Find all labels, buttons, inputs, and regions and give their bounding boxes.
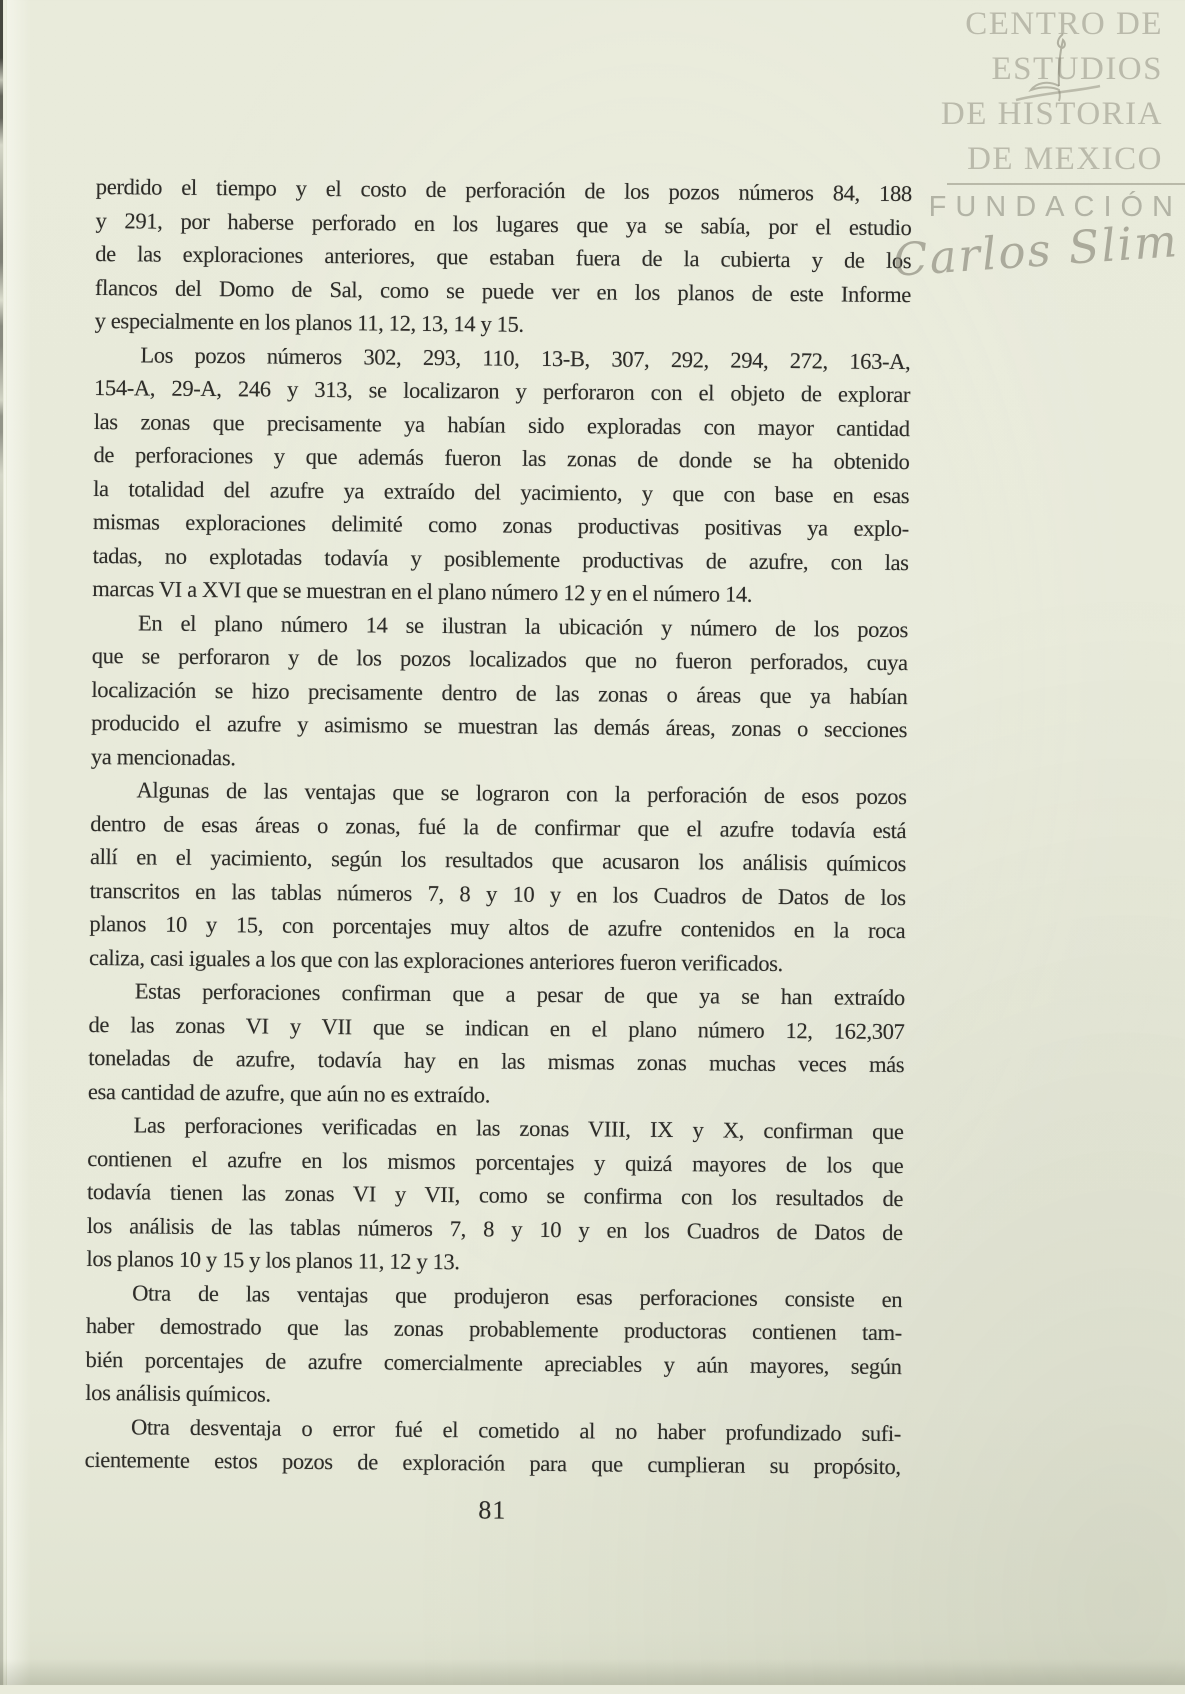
text-line: ya mencionadas. — [90, 743, 236, 770]
text-line: y especialmente en los planos 11, 12, 13, 14 y 15. — [94, 307, 524, 337]
text-line: que se perforaron y de los pozos localizados que no fueron perforados, cuya — [91, 642, 908, 676]
text-line: allí en el yacimiento, según los resultados que acusaron los análisis químicos — [89, 843, 907, 877]
paragraph — [91, 605, 908, 780]
paragraph — [95, 170, 912, 345]
text-line: localización se hizo precisamente dentro de las zonas o áreas que ya habían — [91, 676, 908, 709]
text-line: y 291, por haberse perforado en los lugares que ya se sabía, por el estudio — [95, 207, 912, 240]
paragraph — [88, 974, 905, 1115]
page-number: 81 — [478, 1495, 507, 1525]
text-line: los análisis químicos. — [85, 1379, 271, 1407]
text-line: la totalidad del azufre ya extraído del yacimiento, y que con base en esas — [93, 475, 910, 508]
watermark-line: CENTRO DE — [965, 6, 1163, 42]
text-line: de perforaciones y que además fueron las zonas de donde se ha obtenido — [93, 441, 910, 475]
text-line: Estas perforaciones confirman que a pesar de que ya se han extraído — [134, 978, 905, 1011]
text-line: haber demostrado que las zonas probablemente productoras contienen tam- — [85, 1312, 902, 1346]
text-line: bién porcentajes de azufre comercialmente apreciables y aún mayores, según — [85, 1346, 902, 1379]
text-line: transcritos en las tablas números 7, 8 y 10 y en los Cuadros de Datos de los — [89, 877, 906, 910]
watermark-line: ESTUDIOS — [991, 51, 1163, 87]
text-line: toneladas de azufre, todavía hay en las mismas zonas muchas veces más — [88, 1044, 905, 1078]
text-line: perdido el tiempo y el costo de perforación de los pozos números 84, 188 — [95, 173, 912, 207]
paragraph — [89, 773, 907, 981]
body-text — [85, 170, 912, 1484]
text-line: contienen el azufre en los mismos porcentajes y quizá mayores de los que — [87, 1145, 904, 1178]
watermark-line: DE HISTORIA — [940, 96, 1163, 132]
text-line: Otra de las ventajas que produjeron esas perforaciones consiste en — [132, 1279, 903, 1312]
watermark-divider-line — [947, 183, 1185, 185]
text-line: marcas VI a XVI que se muestran en el plano número 12 y en el número 14. — [92, 575, 753, 607]
text-line: cientemente estos pozos de exploración para que cumplieran su propósito, — [84, 1446, 901, 1480]
foundation-watermark: FUNDACIÓN — [928, 191, 1182, 223]
paragraph — [85, 1409, 902, 1483]
text-line: de las exploraciones anteriores, que estaban fuera de la cubierta y de los — [95, 240, 912, 274]
text-line: las zonas que precisamente ya habían sido exploradas con mayor cantidad — [93, 408, 910, 441]
text-line: dentro de esas áreas o zonas, fué la de confirmar que el azufre todavía está — [90, 810, 907, 843]
text-line: todavía tienen las zonas VI y VII, como se confirma con los resultados de — [86, 1178, 904, 1212]
paragraph — [86, 1108, 903, 1283]
text-line: En el plano número 14 se ilustran la ubicación y número de los pozos — [137, 609, 909, 642]
text-line: Las perforaciones verificadas en las zonas VIII, IX y X, confirman que — [133, 1112, 904, 1145]
text-line: los planos 10 y 15 y los planos 11, 12 y 13. — [86, 1245, 460, 1275]
text-line: Otra desventaja o error fué el cometido al no haber profundizado sufi- — [130, 1413, 902, 1446]
text-line: esa cantidad de azufre, que aún no es extraído. — [87, 1078, 491, 1107]
paragraph — [85, 1275, 902, 1416]
paragraph — [92, 337, 910, 612]
signature-watermark: Carlos Slim — [891, 214, 1181, 287]
text-line: producido el azufre y asimismo se muestran las demás áreas, zonas o secciones — [91, 709, 908, 743]
text-line: Los pozos números 302, 293, 110, 13-B, 307, 292, 294, 272, 163-A, — [140, 341, 911, 374]
text-line: de las zonas VI y VII que se indican en el plano número 12, 162,307 — [88, 1011, 905, 1044]
text-line: planos 10 y 15, con porcentajes muy altos de azufre contenidos en la roca — [89, 910, 906, 944]
text-line: 154-A, 29-A, 246 y 313, se localizaron y perforaron con el objeto de explorar — [93, 374, 911, 408]
library-watermark — [743, 2, 1163, 182]
text-line: mismas exploraciones delimité como zonas productivas positivas ya explo- — [92, 508, 910, 542]
text-line: flancos del Domo de Sal, como se puede ver en los planos de este Informe — [94, 274, 912, 307]
text-line: tadas, no explotadas todavía y posiblemente productivas de azufre, con las — [92, 542, 909, 575]
text-line: los análisis de las tablas números 7, 8 y 10 y en los Cuadros de Datos de — [86, 1212, 903, 1245]
text-line: Algunas de las ventajas que se lograron con la perforación de esos pozos — [136, 777, 907, 810]
watermark-line: DE MEXICO — [967, 141, 1163, 177]
text-line: caliza, casi iguales a los que con las exploraciones anteriores fueron verificados. — [89, 944, 783, 976]
